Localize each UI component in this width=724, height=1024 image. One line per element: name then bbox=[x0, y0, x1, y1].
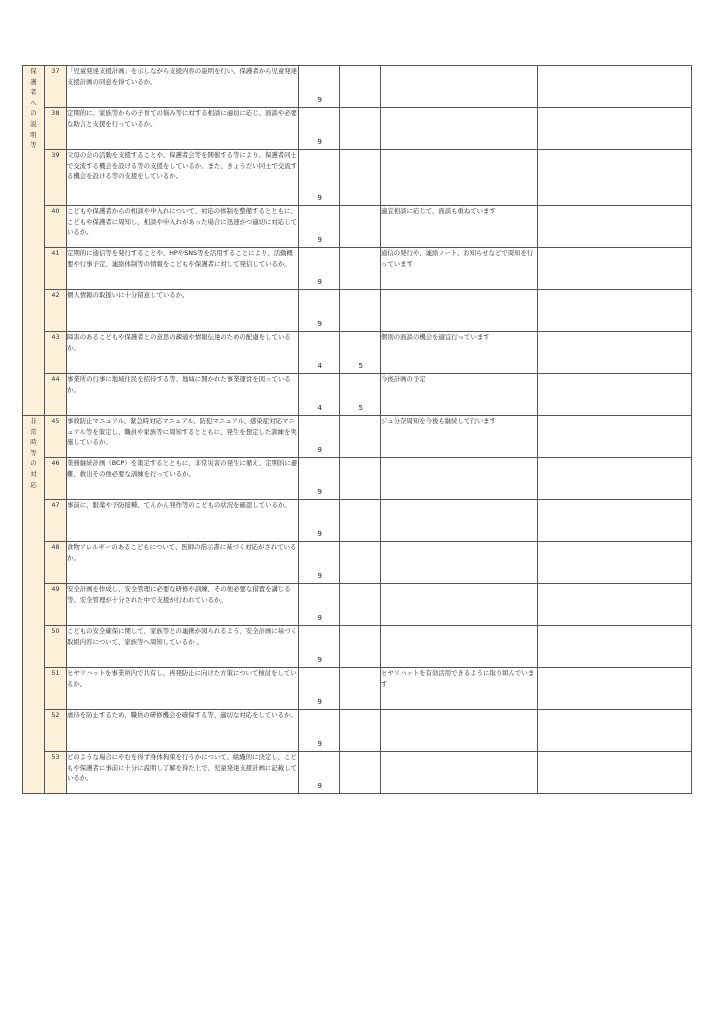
comment-cell bbox=[381, 584, 538, 626]
item-number: 53 bbox=[45, 752, 67, 794]
no-count bbox=[340, 626, 381, 668]
yes-count: 9 bbox=[299, 206, 340, 248]
item-number: 45 bbox=[45, 416, 67, 458]
empty-cell bbox=[538, 290, 692, 332]
item-number: 37 bbox=[45, 66, 67, 108]
item-number: 49 bbox=[45, 584, 67, 626]
no-count bbox=[340, 668, 381, 710]
category-cell: 保護者への説明等 bbox=[23, 66, 45, 416]
empty-cell bbox=[538, 332, 692, 374]
no-count bbox=[340, 710, 381, 752]
item-number: 39 bbox=[45, 150, 67, 206]
empty-cell bbox=[538, 710, 692, 752]
comment-cell: 適宜相談に応じて、面談も重ねています bbox=[381, 206, 538, 248]
table-row bbox=[23, 332, 692, 374]
no-count bbox=[340, 206, 381, 248]
item-question: 事前に、服薬や予防接種、てんかん発作等のこどもの状況を確認しているか。 bbox=[67, 500, 299, 542]
yes-count: 9 bbox=[299, 500, 340, 542]
empty-cell bbox=[538, 626, 692, 668]
no-count bbox=[340, 108, 381, 150]
yes-count: 4 bbox=[299, 374, 340, 416]
empty-cell bbox=[538, 374, 692, 416]
yes-count: 9 bbox=[299, 752, 340, 794]
yes-count: 9 bbox=[299, 290, 340, 332]
empty-cell bbox=[538, 752, 692, 794]
item-question: ヒヤリハットを事業所内で共有し、再発防止に向けた方策について検討をしているか。 bbox=[67, 668, 299, 710]
item-question: 食物アレルギーのあるこどもについて、医師の指示書に基づく対応がされているか。 bbox=[67, 542, 299, 584]
empty-cell bbox=[538, 458, 692, 500]
table-row bbox=[23, 206, 692, 248]
item-question: 事業所の行事に地域住民を招待する等、地域に開かれた事業運営を図っているか。 bbox=[67, 374, 299, 416]
no-count bbox=[340, 500, 381, 542]
yes-count: 9 bbox=[299, 710, 340, 752]
item-question: 「児童発達支援計画」を示しながら支援内容の説明を行い、保護者から児童発達支援計画の同意を得ているか。 bbox=[67, 66, 299, 108]
comment-cell: 通信の発行や、連絡ノート、お知らせなどで周知を行っています bbox=[381, 248, 538, 290]
no-count bbox=[340, 458, 381, 500]
comment-cell bbox=[381, 108, 538, 150]
comment-cell: ヒヤリハットを有効活用できるように取り組んでいます bbox=[381, 668, 538, 710]
item-question: どのような場合にやむを得ず身体拘束を行うかについて、組織的に決定し、こどもや保護者に事前に十分に説明し了解を得た上で、児童発達支援計画に記載しているか。 bbox=[67, 752, 299, 794]
empty-cell bbox=[538, 416, 692, 458]
no-count bbox=[340, 290, 381, 332]
item-number: 48 bbox=[45, 542, 67, 584]
yes-count: 9 bbox=[299, 108, 340, 150]
comment-cell: 個別の面談の機会を適宜行っています bbox=[381, 332, 538, 374]
empty-cell bbox=[538, 108, 692, 150]
item-number: 44 bbox=[45, 374, 67, 416]
no-count bbox=[340, 66, 381, 108]
table-row bbox=[23, 710, 692, 752]
item-question: こどもや保護者からの相談や申入れについて、対応の体制を整備するとともに、こどもや保護者に周知し、相談や申入れがあった場合に迅速かつ適切に対応しているか。 bbox=[67, 206, 299, 248]
yes-count: 9 bbox=[299, 542, 340, 584]
empty-cell bbox=[538, 150, 692, 206]
item-question: 業務継続計画（BCP）を策定するとともに、非常災害の発生に備え、定期的に避難、救出その他必要な訓練を行っているか。 bbox=[67, 458, 299, 500]
table-row bbox=[23, 584, 692, 626]
comment-cell bbox=[381, 626, 538, 668]
table-row bbox=[23, 626, 692, 668]
table-row bbox=[23, 542, 692, 584]
no-count bbox=[340, 248, 381, 290]
table-row bbox=[23, 374, 692, 416]
item-question: 障害のあるこどもや保護者との意思の疎通や情報伝達のための配慮をしているか。 bbox=[67, 332, 299, 374]
yes-count: 9 bbox=[299, 416, 340, 458]
yes-count: 9 bbox=[299, 150, 340, 206]
evaluation-table bbox=[22, 65, 692, 794]
empty-cell bbox=[538, 542, 692, 584]
yes-count: 9 bbox=[299, 248, 340, 290]
item-question: 父母の会の活動を支援することや、保護者会等を開催する等により、保護者同士で交流する機会を設ける等の支援をしているか。また、きょうだい同士で交流する機会を設ける等の支援をしているか。 bbox=[67, 150, 299, 206]
item-number: 41 bbox=[45, 248, 67, 290]
empty-cell bbox=[538, 206, 692, 248]
item-question: 事故防止マニュアル、緊急時対応マニュアル、防犯マニュアル、感染症対応マニュアル等を策定し、職員や家族等に周知するとともに、発生を想定した訓練を実施しているか。 bbox=[67, 416, 299, 458]
item-question: こどもの安全確保に関して、家族等との連携が図られるよう、安全計画に基づく取組内容について、家族等へ周知しているか 。 bbox=[67, 626, 299, 668]
category-cell: 非常時等の対応 bbox=[23, 416, 45, 794]
table-row bbox=[23, 500, 692, 542]
comment-cell bbox=[381, 542, 538, 584]
comment-cell bbox=[381, 290, 538, 332]
item-number: 47 bbox=[45, 500, 67, 542]
comment-cell bbox=[381, 500, 538, 542]
empty-cell bbox=[538, 584, 692, 626]
table-row bbox=[23, 108, 692, 150]
item-question: 安全計画を作成し、安全管理に必要な研修や訓練、その他必要な措置を講じる等、安全管理が十分された中で支援が行われているか。 bbox=[67, 584, 299, 626]
item-number: 43 bbox=[45, 332, 67, 374]
no-count: 5 bbox=[340, 374, 381, 416]
yes-count: 4 bbox=[299, 332, 340, 374]
comment-cell bbox=[381, 66, 538, 108]
table-row bbox=[23, 290, 692, 332]
item-number: 38 bbox=[45, 108, 67, 150]
item-number: 42 bbox=[45, 290, 67, 332]
item-number: 50 bbox=[45, 626, 67, 668]
item-number: 52 bbox=[45, 710, 67, 752]
yes-count: 9 bbox=[299, 66, 340, 108]
no-count bbox=[340, 150, 381, 206]
empty-cell bbox=[538, 248, 692, 290]
comment-cell bbox=[381, 458, 538, 500]
comment-cell: 今後計画の予定 bbox=[381, 374, 538, 416]
no-count bbox=[340, 584, 381, 626]
table-row bbox=[23, 416, 692, 458]
item-number: 46 bbox=[45, 458, 67, 500]
yes-count: 9 bbox=[299, 626, 340, 668]
no-count bbox=[340, 416, 381, 458]
yes-count: 9 bbox=[299, 668, 340, 710]
empty-cell bbox=[538, 500, 692, 542]
comment-cell bbox=[381, 150, 538, 206]
item-number: 40 bbox=[45, 206, 67, 248]
table-row bbox=[23, 668, 692, 710]
yes-count: 9 bbox=[299, 584, 340, 626]
comment-cell bbox=[381, 752, 538, 794]
item-question: 定期的に通信等を発行することや、HPやSNS等を活用することにより、活動概要や行事予定、連絡体制等の情報をこどもや保護者に対して発信しているか。 bbox=[67, 248, 299, 290]
no-count bbox=[340, 752, 381, 794]
no-count bbox=[340, 542, 381, 584]
table-row bbox=[23, 458, 692, 500]
item-question: 虐待を防止するため、職員の研修機会を確保する等、適切な対応をしているか。 bbox=[67, 710, 299, 752]
table-row bbox=[23, 150, 692, 206]
table-row bbox=[23, 752, 692, 794]
empty-cell bbox=[538, 66, 692, 108]
item-question: 定期的に、家族等からの子育ての悩み等に対する相談に適切に応じ、面談や必要な助言と支援を行っているか。 bbox=[67, 108, 299, 150]
no-count: 5 bbox=[340, 332, 381, 374]
comment-cell: ジュ分奈周知を今後も継続して行います bbox=[381, 416, 538, 458]
item-number: 51 bbox=[45, 668, 67, 710]
comment-cell bbox=[381, 710, 538, 752]
table-row bbox=[23, 248, 692, 290]
item-question: 個人情報の取扱いに十分留意しているか。 bbox=[67, 290, 299, 332]
table-row bbox=[23, 66, 692, 108]
empty-cell bbox=[538, 668, 692, 710]
yes-count: 9 bbox=[299, 458, 340, 500]
